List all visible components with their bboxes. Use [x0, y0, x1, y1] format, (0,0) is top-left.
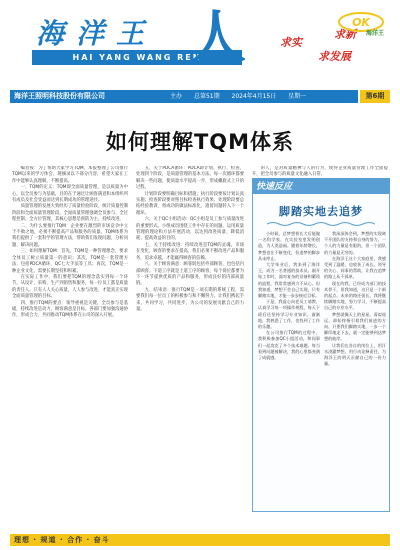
paragraph: 于是，我虚心向老员工请教，认真学习每一项操作规程，每天下班后还坚持学习专业知识。渐渐地，我熟悉了工作，也找到了工作的乐趣。 [258, 299, 320, 330]
issue-number: 总第51期 [193, 93, 220, 100]
paragraph: 让我们在各自的岗位上，用汗水浇灌梦想，用行动诠释责任，为海洋王的明天贡献自己的一份力量。 [324, 342, 386, 367]
slogan-1: 求实 [280, 36, 302, 49]
article-column-1 [12, 166, 128, 514]
paragraph: 二、为什么要推行TQM：企业要在激烈的市场竞争中立于不败之地，必须不断提高产品和服务的质量。TQM体系为我们提供了一套科学的管理方法，帮助我们发现问题、分析问题、解决问题。 [12, 223, 128, 248]
issue-weekday: 星期一 [288, 93, 307, 100]
paragraph: 质量管理的发展大致经历了质量检验阶段、统计质量控制阶段和全面质量管理阶段。全面质量管理强调全员参与、全过程控制、全方位管理，其核心思想是预防为主、持续改进。 [12, 204, 128, 223]
publisher-name: 海洋王照明科技股份有限公司 [10, 90, 160, 103]
essay-title: 脚踏实地去追梦 [279, 205, 363, 218]
article-headline: 如何理解TQM体系 [105, 130, 295, 154]
paragraph: 四、推行TQM的要点：领导重视是关键，全员参与是基础，持续改进是动力，顾客满意是目标。各部门要加强沟通协作，形成合力，共同推动TQM体系在公司的深入开展。 [12, 300, 128, 319]
paragraph: 在海洋王这个大家庭里，我感受到了温暖，也收获了成长。领导的关心、同事的帮助，让我在追梦的路上从不孤单。 [324, 255, 386, 280]
paragraph: 编者按：为了帮助大家学习TQM，本报整理了公司推行TQM以来的学习体会，现摘录以下部分内容，希望大家在工作中能够认真理解，不断提高。 [12, 166, 128, 184]
page-number: 第6期 [360, 90, 390, 103]
paragraph: 大学毕业后，我来到了海洋王，成为一名普通的技术员。刚开始工作时，面对复杂的设备和繁琐的流程，我常常感到力不从心。但我知道，梦想不会自己实现，只有脚踏实地，才能一步步接近目标。 [258, 262, 320, 299]
essay-body [258, 231, 386, 509]
masthead-title: 海洋王 [36, 17, 157, 50]
masthead-big-character: 人 [188, 4, 247, 72]
footer-motto: 理想 · 规道 · 合作 · 奋斗 [14, 536, 110, 544]
essay-box-tag-label: 快速反应 [256, 182, 293, 192]
article-column-2 [136, 166, 244, 514]
masthead-logo-area [10, 4, 258, 82]
paragraph: 七、关于持续改进：持续改进是TQM的灵魂。市场在变化，顾客的要求在提高，我们必须不断改进产品和服务，追求卓越，才能赢得顾客的信赖。 [136, 242, 244, 261]
paragraph: 八、关于顾客满意：顾客既包括外部顾客，也包括内部顾客。下道工序就是上道工序的顾客，每个岗位都要为下一环节提供优质的产品和服务，形成良好的内部质量链。 [136, 262, 244, 287]
paragraph: 小时候，总梦想着长大后能做一名科学家，在实验室里发明创造，为人类造福。随着年龄增长，梦想也在不断变化，但追梦的脚步从未停止。 [258, 231, 320, 261]
masthead-slogans [260, 8, 390, 82]
paragraph: 在实际工作中，我们要把TQM的理念落实到每一个环节，从设计、采购、生产到销售和服务，每一位员工都是质量的责任人。只有人人关心质量，人人参与改进，才能真正实现全面质量管理的目标。 [12, 274, 128, 300]
masthead-pinyin: HAI YANG WANG REN [32, 50, 242, 65]
masthead [10, 4, 390, 86]
ok-logo-caption: 海洋王 [365, 30, 384, 37]
essay-box-tag [252, 178, 390, 194]
wave-divider-icon [267, 221, 375, 227]
paragraph: 六、关于QC小组活动：QC小组是员工参与质量改进的重要形式。小组成员围绕工作中存在的问题，运用质量管理的理论和方法开展活动，以达到改进质量、降低消耗、提高效益的目的。 [136, 217, 244, 242]
issue-info-bar [10, 90, 390, 103]
paragraph: 的人，是对质量精神与人的行为，使得企业质量管理工作全面提升，把全员参与的质量文化融入日常。 [252, 166, 388, 178]
paragraph: 现在的我，已经成为部门的技术骨干，但我知道，这只是一个新的起点。未来的路还很长，我将继续脚踏实地，努力学习，不断提高自己的专业水平。 [324, 280, 386, 311]
paragraph: 我深深体会到，梦想的实现离不开团队的支持和自身的努力。一个人的力量是有限的，但一个团队的力量是无穷的。 [324, 231, 386, 255]
issue-date: 2024年4月15日 [231, 93, 277, 100]
issue-details [160, 90, 358, 103]
paragraph: 一、TQM的定义：TQM即全面质量管理，是以质量为中心，以全员参与为基础，目的在于通过让顾客满意和本组织所有成员及社会受益而达到长期成功的管理途径。 [12, 185, 128, 204]
paragraph: 在公司推行TQM的过程中，我积极参加QC小组活动，和同事们一起攻克了多个技术难题。每当看到问题被解决，我的心里都充满了成就感。 [258, 330, 320, 361]
issue-section: 主办 [170, 93, 183, 100]
essay-column-left [258, 231, 320, 509]
footer-bar [10, 534, 390, 546]
ok-logo-text: OK [352, 16, 370, 29]
paragraph: 三、如何理解TQM：首先，TQM是一种管理理念，要求全体员工树立质量第一的意识；其次，TQM是一套管理方法，包括PDCA循环、QC七大手法等工具；再次，TQM是一种企业文化，需要长期坚持和积累。 [12, 249, 128, 274]
essay-box [252, 178, 390, 512]
paragraph: 梦想就像天上的星星，看似遥远，却始终指引着我们前进的方向。只要我们脚踏实地，一步一个脚印地走下去，就一定能够到达梦想的彼岸。 [324, 311, 386, 342]
slogan-2: 求发展 [318, 50, 351, 63]
paragraph: 五、关于PDCA循环：PDCA即计划、执行、检查、处理四个阶段，是质量管理的基本方法。每一次循环都要解决一些问题，使质量水平提高一步，形成螺旋式上升的过程。 [136, 166, 244, 191]
paragraph: 计划阶段要明确目标和措施；执行阶段要按计划认真实施；检查阶段要对照目标检查执行效果；处理阶段要总结经验教训，将成功的做法标准化，遗留问题转入下一个循环。 [136, 191, 244, 216]
slogan-3: 求新 [334, 28, 356, 41]
paragraph: 九、结束语：推行TQM是一项长期的系统工程，需要我们每一位员工的积极参与和不懈努力。让我们携起手来，共同学习，共同进步，为公司的发展贡献自己的力量。 [136, 287, 244, 312]
essay-column-right [324, 231, 386, 509]
